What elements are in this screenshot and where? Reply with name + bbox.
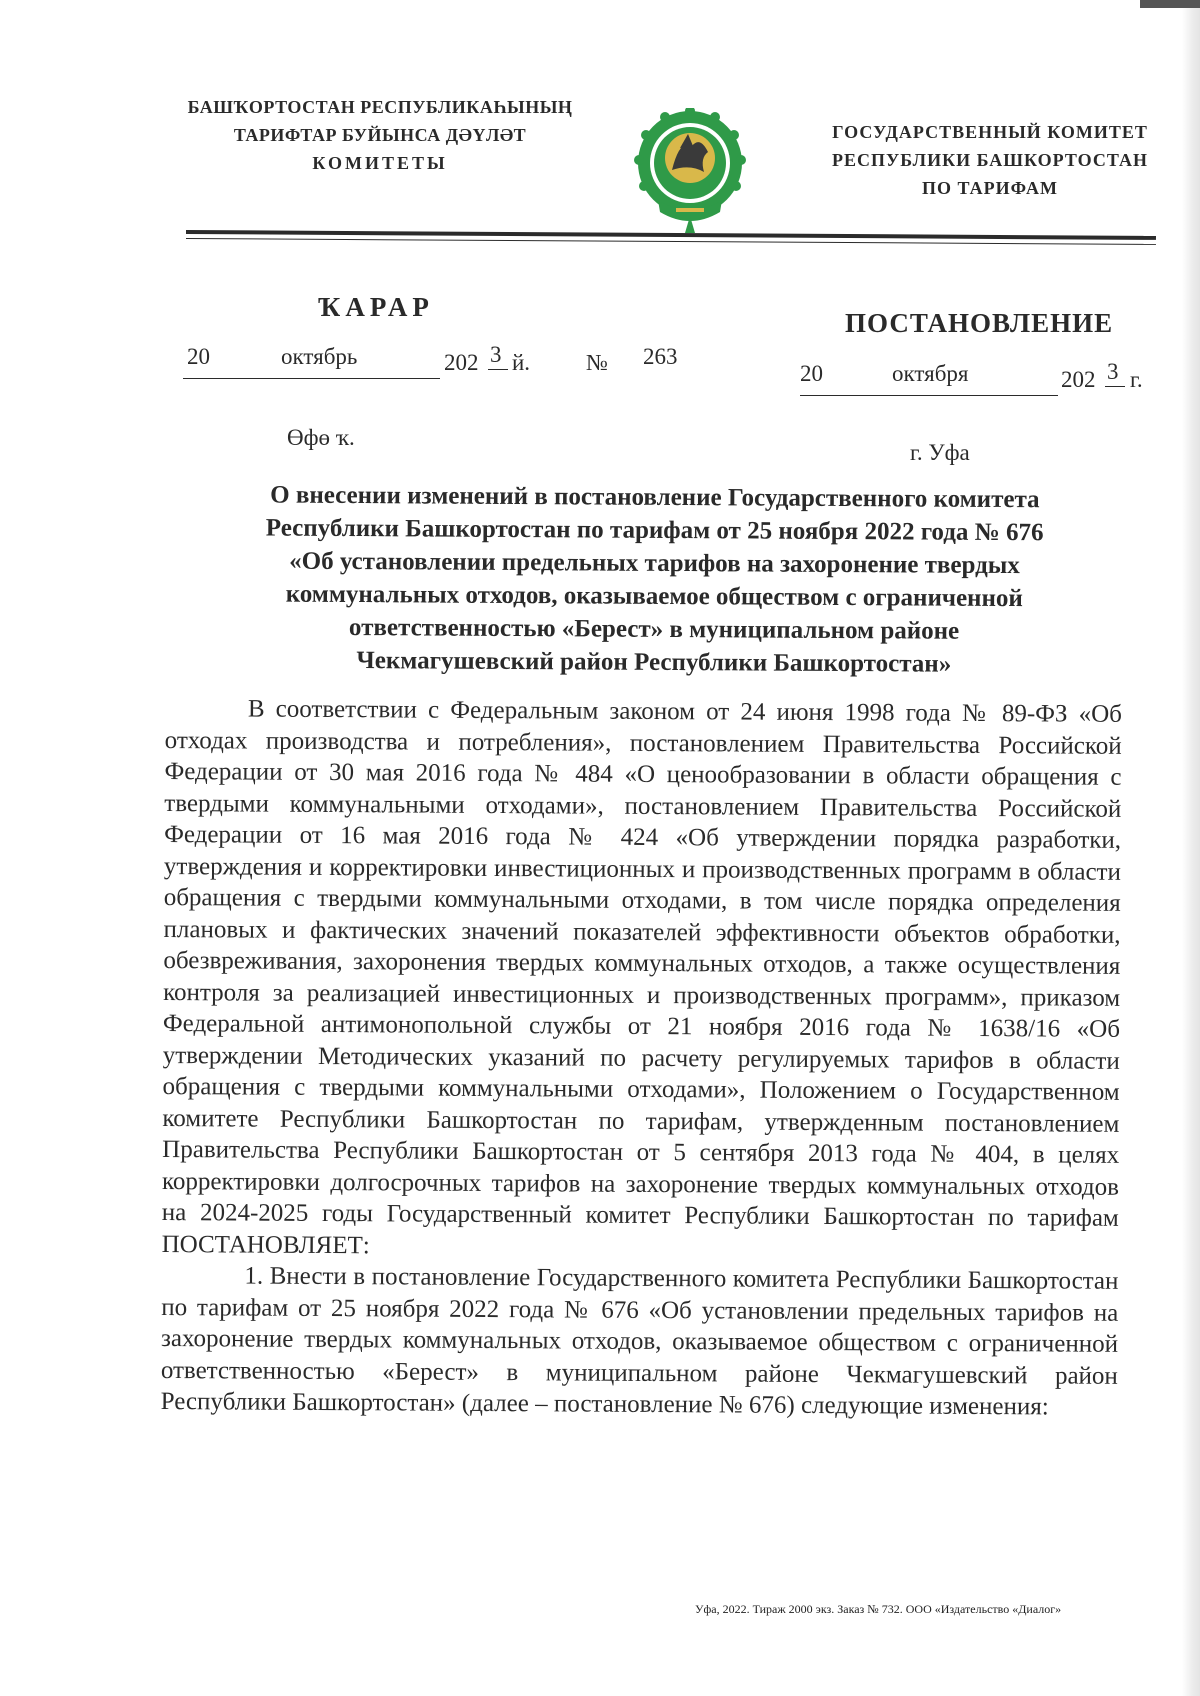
bashkortostan-coat-of-arms-icon <box>630 108 750 238</box>
header-right-line-2: РЕСПУБЛИКИ БАШКОРТОСТАН <box>832 150 1148 170</box>
place-left: Өфө ҡ. <box>287 425 355 450</box>
header-russian-committee <box>795 118 1185 202</box>
paragraph-preamble: В соответствии с Федеральным законом от 24 июня 1998 года № 89-ФЗ «Об отходах производства и потребления», постановлением Правительства Российской Федерации от 30 мая 2016 года № 484 «О ценообразовании в области обращения с твердыми коммунальными отходами», постановлением Правительства Российской Федерации от 16 мая 2016 года № 424 «Об утверждении порядка разработки, утверждения и корректировки инвестиционных и производственных программ в области обращения с твердыми коммунальными отходами, в том числе порядка определения плановых и фактических значений показателей эффективности объектов обработки, обезвреживания, захоронения твердых коммунальных отходов, а также осуществления контроля за реализацией инвестиционных и производственных программ», приказом Федеральной антимонопольной службы от 21 ноября 2016 года № 1638/16 «Об утверждении Методических указаний по расчету регулируемых тарифов в области обращения с твердыми коммунальными отходами», Положением о Государственном комитете Республики Башкортостан по тарифам, утвержденным постановлением Правительства Республики Башкортостан от 5 сентября 2013 года № 404, в целях корректировки долгосрочных тарифов на захоронение твердых коммунальных отходов на 2024-2025 годы Государственный комитет Республики Башкортостан по тарифам ПОСТАНОВЛЯЕТ: <box>161 695 1122 1259</box>
print-footer: Уфа, 2022. Тираж 2000 экз. Заказ № 732. ООО «Издательство «Диалог» <box>695 1602 1062 1616</box>
karar-heading: ҠАРАР <box>318 292 434 322</box>
date-right-day: 20 <box>800 361 823 386</box>
title-line-2: Республики Башкортостан по тарифам от 25 ноября 2022 года № 676 <box>265 514 1044 547</box>
header-right-line-3: ПО ТАРИФАМ <box>922 178 1058 198</box>
place-right: г. Уфа <box>910 440 970 465</box>
scan-edge <box>1182 0 1200 1696</box>
postanovlenie-heading: ПОСТАНОВЛЕНИЕ <box>845 308 1114 338</box>
document-number: 263 <box>643 344 678 369</box>
date-right-year-suffix: г. <box>1130 367 1143 392</box>
scan-artifact <box>1140 0 1200 8</box>
title-line-4: коммунальных отходов, оказываемое обществом с ограниченной <box>285 580 1023 613</box>
date-left-month: октябрь <box>281 344 358 369</box>
document-body <box>161 693 1122 1423</box>
header-left-line-3: КОМИТЕТЫ <box>312 153 448 173</box>
date-left <box>183 344 683 384</box>
title-line-1: О внесении изменений в постановление Государственного комитета <box>270 481 1040 514</box>
date-right-year-digit: 3 <box>1107 359 1119 384</box>
date-right-month: октября <box>892 361 969 386</box>
header-right-line-1: ГОСУДАРСТВЕННЫЙ КОМИТЕТ <box>832 122 1148 142</box>
date-left-year-suffix: й. <box>512 350 531 375</box>
header-bashkir-committee <box>170 93 590 177</box>
header-left-line-1: БАШҠОРТОСТАН РЕСПУБЛИКАҺЫНЫҢ <box>187 97 573 117</box>
date-right <box>800 361 1160 401</box>
date-left-year-prefix: 202 <box>444 350 479 375</box>
number-sign: № <box>586 350 608 375</box>
date-left-year-digit: 3 <box>490 342 502 367</box>
header-left-line-2: ТАРИФТАР БУЙЫНСА ДӘҮЛӘТ <box>233 125 527 145</box>
paragraph-item-1: 1. Внести в постановление Государственного комитета Республики Башкортостан по тарифам от 25 ноября 2022 года № 676 «Об установлении предельных тарифов на захоронение твердых коммунальных отходов, оказываемое обществом с ограниченной ответственностью «Берест» в муниципальном районе Чекмагушевский район Республики Башкортостан» (далее – постановление № 676) следующие изменения: <box>160 1262 1119 1421</box>
date-left-day: 20 <box>187 344 210 369</box>
title-line-3: «Об установлении предельных тарифов на захоронение твердых <box>289 547 1020 580</box>
title-line-5: ответственностью «Берест» в муниципальном районе <box>348 614 960 645</box>
document-title <box>184 478 1125 682</box>
title-line-6: Чекмагушевский район Республики Башкортостан» <box>356 647 952 678</box>
date-right-year-prefix: 202 <box>1061 367 1096 392</box>
